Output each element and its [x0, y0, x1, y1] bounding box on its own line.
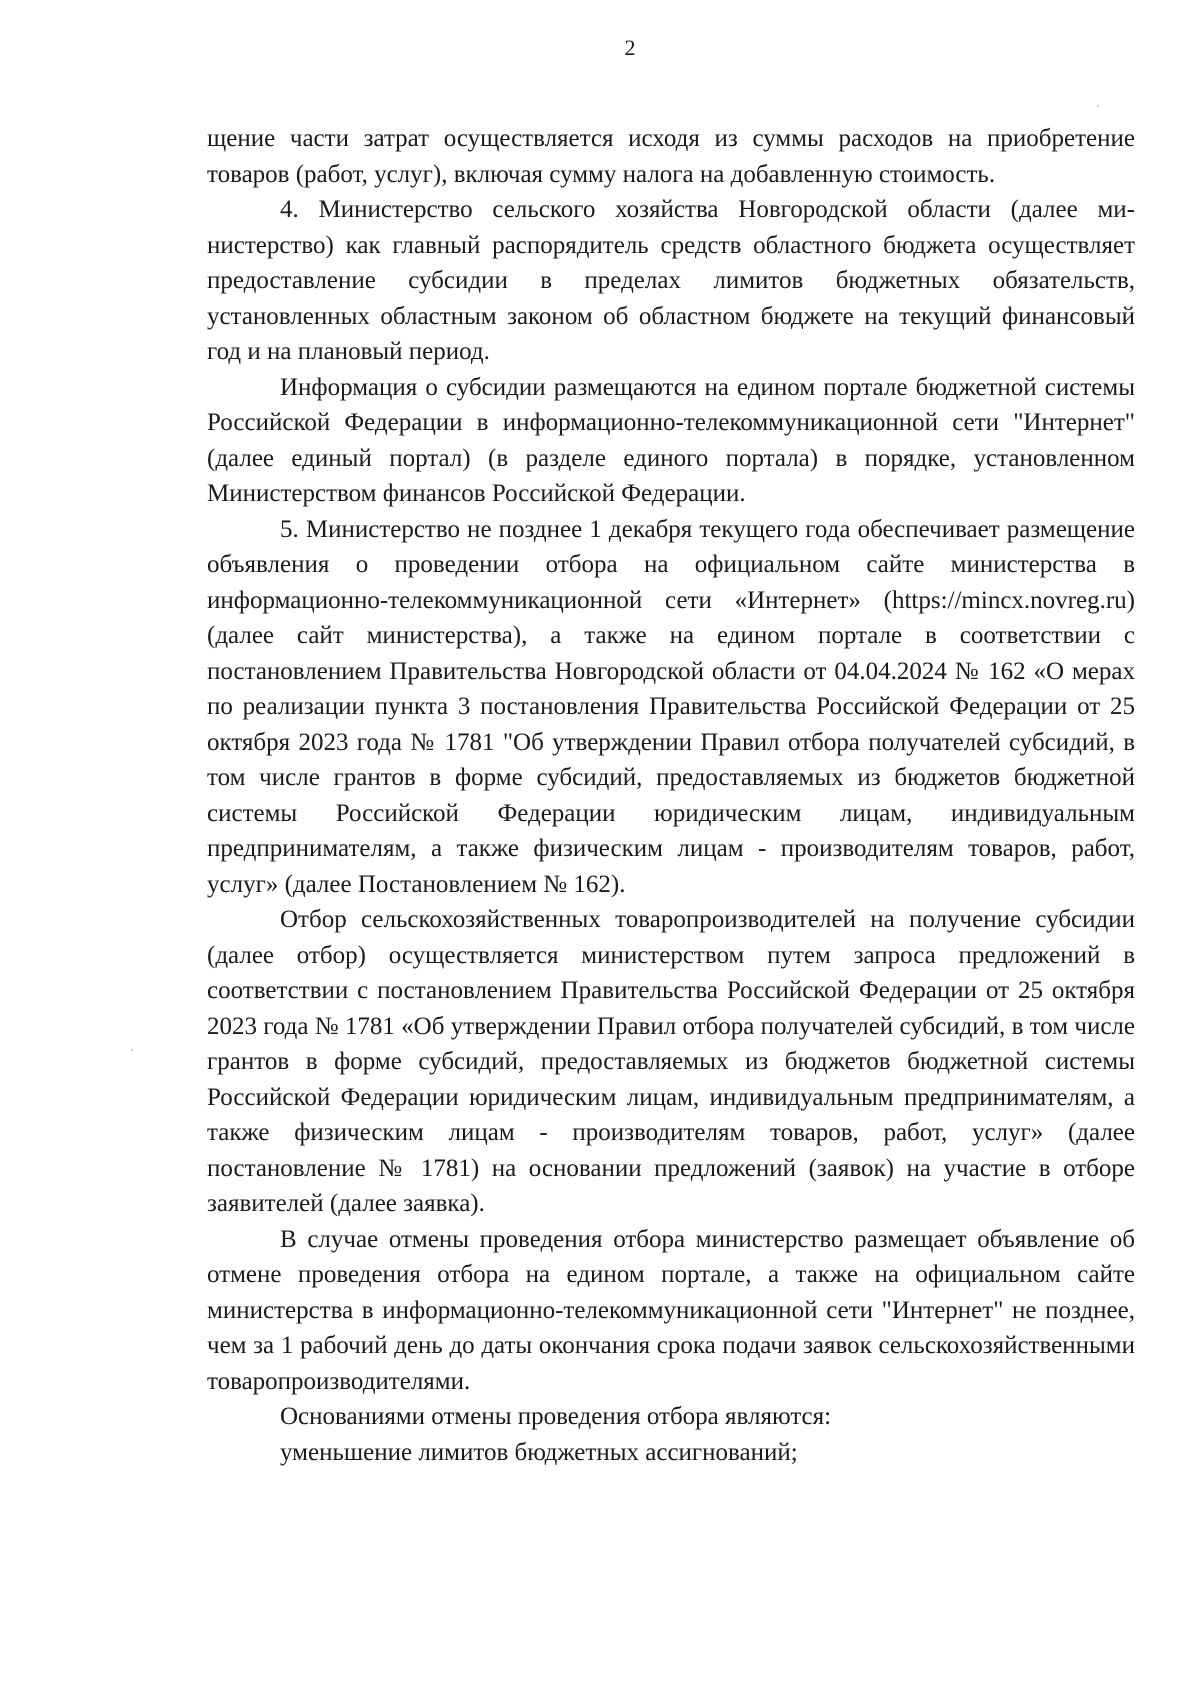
scan-speck	[131, 1049, 133, 1051]
paragraph-item-5: 5. Министерство не позднее 1 декабря текущего года обеспечивает размещение объявления о проведении отбора на официальном сайте министерства в информационно-телекоммуникационной сети «Интернет» (https://mincx.novreg.ru) (далее сайт министерства), а также на едином портале в соответствии с постановлением Правительства Новгородской области от 04.04.2024 № 162 «О мерах по реализации пункта 3 постановления Правительства Российской Федерации от 25 октября 2023 года № 1781 "Об утверждении Правил отбора получателей субсидий, в том числе грантов в форме субсидий, предоставляемых из бюджетов бюджетной системы Российской Федерации юридическим лицам, индивидуальным предпринимателям, а также физическим лицам - производителям товаров, работ, услуг» (далее Постановлением № 162).	[207, 515, 1135, 898]
paragraph-subsidy-info: Информация о субсидии размещаются на едином портале бюджетной системы Российской Федерации в информационно-телекоммуникационной сети "Интернет" (далее единый портал) (в разделе единого портала) в порядке, установленном Министерством финансов Российской Федерации.	[207, 373, 1135, 507]
list-item-budget-reduction: уменьшение лимитов бюджетных ассигнований;	[280, 1438, 798, 1466]
page-number: 2	[624, 35, 636, 60]
paragraph-cancellation-grounds: Основаниями отмены проведения отбора являются:	[280, 1403, 832, 1430]
paragraph-cancellation: В случае отмены проведения отбора министерство размещает объявление об отмене проведения отбора на едином портале, а также на официальном сайте министерства в информационно-телекоммуникационной сети "Интернет" не позднее, чем за 1 рабочий день до даты окончания срока подачи заявок сельскохозяйственными товаропроизводителями.	[207, 1225, 1135, 1395]
paragraph-item-4: 4. Министерство сельского хозяйства Новгородской области (далее министерство) как главный распорядитель средств областного бюджета осуществляет предоставление субсидии в пределах лимитов бюджетных обязательств, установленных областным законом об областном бюджете на текущий финансовый год и на плановый период.	[207, 196, 1135, 365]
document-body	[207, 121, 1135, 1470]
paragraph-selection: Отбор сельскохозяйственных товаропроизводителей на получение субсидии (далее отбор) осуществляется министерством путем запроса предложений в соответствии с постановлением Правительства Российской Федерации от 25 октября 2023 года № 1781 «Об утверждении Правил отбора получателей субсидий, в том числе грантов в форме субсидий, предоставляемых из бюджетов бюджетной системы Российской Федерации юридическим лицам, индивидуальным предпринимателям, а также физическим лицам - производителям товаров, работ, услуг» (далее постановление № 1781) на основании предложений (заявок) на участие в отборе заявителей (далее заявка).	[207, 906, 1135, 1217]
paragraph-continuation: щение части затрат осуществляется исходя из суммы расходов на приобретение товаров (работ, услуг), включая сумму налога на добавленную стоимость.	[207, 125, 1135, 188]
scan-speck	[1097, 105, 1099, 107]
